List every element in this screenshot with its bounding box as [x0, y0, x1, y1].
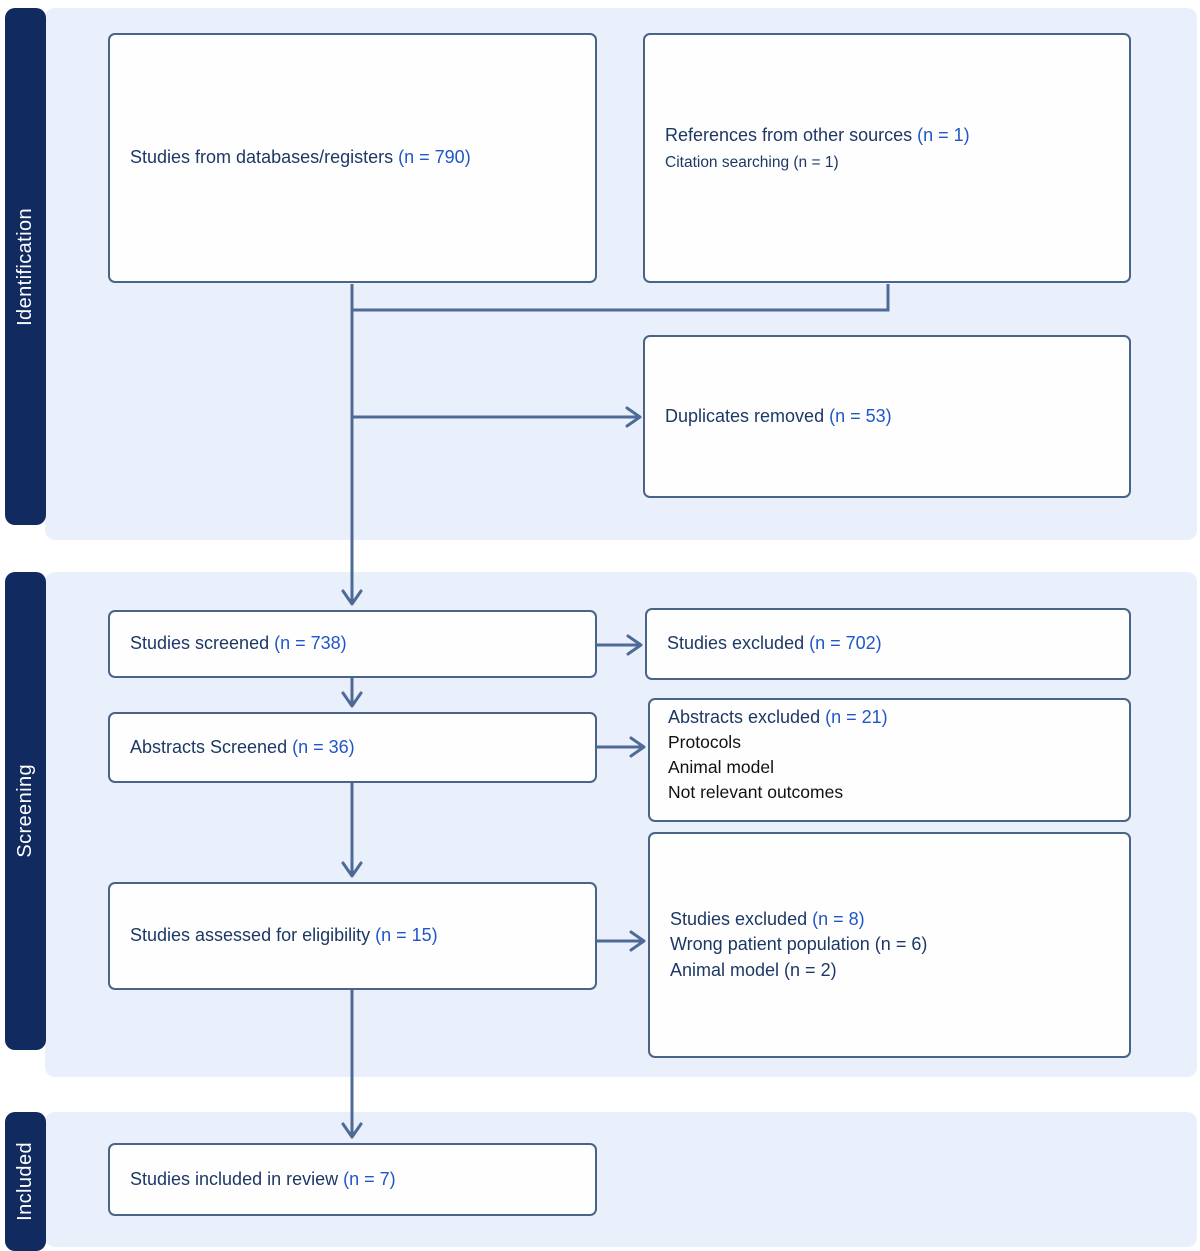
included-stage-tab	[5, 1112, 46, 1251]
box-abstracts-screened	[108, 712, 597, 783]
box-abstracts-screened-text	[110, 736, 595, 760]
label-text: Studies assessed for eligibility	[130, 925, 371, 946]
box-studies-excluded-702	[645, 608, 1131, 680]
exclusion-reason: Animal model (n = 2)	[670, 959, 837, 980]
count-text: (n = 1)	[917, 125, 970, 146]
count-text: (n = 8)	[812, 908, 865, 929]
box-duplicates-removed-text	[645, 405, 1129, 429]
box-studies-assessed-text	[110, 924, 595, 948]
label-text: Abstracts excluded	[668, 707, 821, 727]
label-text: Duplicates removed	[665, 405, 825, 426]
identification-stage-label: Identification	[14, 207, 36, 326]
exclusion-reason: Not relevant outcomes	[668, 782, 844, 802]
count-text: (n = 702)	[809, 633, 882, 654]
exclusion-reason: Wrong patient population (n = 6)	[670, 934, 928, 955]
count-text: (n = 790)	[398, 147, 471, 168]
box-studies-from-databases	[108, 33, 597, 283]
label-text: Studies screened	[130, 633, 270, 654]
label-text: Studies excluded	[667, 633, 805, 654]
count-text: (n = 7)	[343, 1168, 396, 1189]
included-stage-label: Included	[14, 1142, 36, 1221]
identification-stage-tab	[5, 8, 46, 525]
box-studies-included-text	[110, 1168, 595, 1192]
label-text: References from other sources	[665, 125, 913, 146]
box-studies-excluded-8-text	[650, 907, 1129, 933]
box-abstracts-excluded	[648, 698, 1131, 822]
screening-stage-label: Screening	[14, 764, 36, 858]
label-text: Studies from databases/registers	[130, 147, 394, 168]
screening-stage-tab	[5, 572, 46, 1050]
label-text: Studies included in review	[130, 1168, 339, 1189]
box-studies-excluded-8	[648, 832, 1131, 1058]
label-text: Abstracts Screened	[130, 736, 288, 757]
box-studies-excluded-702-text	[647, 632, 1129, 656]
box-studies-assessed-eligibility	[108, 882, 597, 990]
box-studies-included-review	[108, 1143, 597, 1216]
box-studies-screened-text	[110, 632, 595, 656]
box-references-other-sources	[643, 33, 1131, 283]
count-text: (n = 53)	[829, 405, 892, 426]
count-text: (n = 21)	[825, 707, 888, 727]
exclusion-reason: Animal model	[668, 757, 775, 777]
box-studies-screened	[108, 610, 597, 678]
citation-searching-text: Citation searching (n = 1)	[665, 154, 839, 172]
count-text: (n = 36)	[292, 736, 355, 757]
box-references-other-sources-text	[645, 124, 1129, 148]
box-studies-from-databases-text	[110, 146, 595, 170]
exclusion-reason: Protocols	[668, 732, 741, 752]
box-abstracts-excluded-text	[650, 705, 1129, 730]
box-duplicates-removed	[643, 335, 1131, 498]
count-text: (n = 15)	[375, 925, 438, 946]
label-text: Studies excluded	[670, 908, 808, 929]
count-text: (n = 738)	[274, 633, 347, 654]
